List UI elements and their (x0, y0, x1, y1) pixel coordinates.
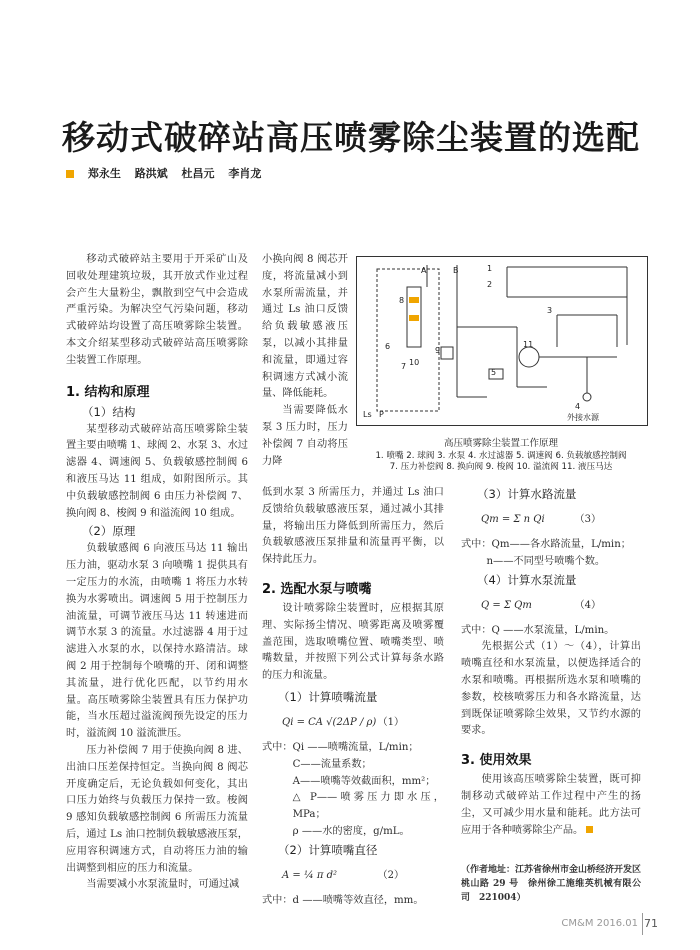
formula-1-number: （1） (377, 716, 404, 728)
formula-3-number: （3） (574, 514, 601, 525)
footer-divider (642, 913, 643, 935)
section-2-paragraph: 设计喷雾除尘装置时，应根据其原理、实际扬尘情况、喷雾距离及喷雾覆盖范围，选取喷嘴位置、喷嘴类型、喷嘴数量，并按照下列公式计算每条水路的压力和流量。 (262, 602, 444, 682)
figure-title: 高压喷雾除尘装置工作原理 (443, 438, 558, 449)
footer-magazine: CM&M 2016.01 (561, 918, 638, 929)
diagram-label: 6 (385, 342, 391, 351)
figure-legend-line-2: 7. 压力补偿阀 8. 换向阀 9. 梭阀 10. 溢流阀 11. 液压马达 (389, 462, 613, 472)
formula-1-var: 式中：Qi ——喷嘴流量，L/min； (262, 741, 419, 753)
section-1-heading: 1. 结构和原理 (66, 384, 150, 400)
formula-1-var: C——流量系数； (292, 758, 372, 770)
formula-4-equation: Q = Σ Qm (481, 599, 532, 611)
diagram-label: P (379, 410, 384, 419)
diagram-label: 8 (399, 296, 405, 305)
principle-paragraph-1: 负载敏感阀 6 向液压马达 11 输出压力油，驱动水泵 3 向喷嘴 1 提供具有一定压力的水流，由喷嘴 1 将压力水转换为水雾喷出。调速阀 5 用于控制压力油流量，可调节液压马达 11 转速进而调节水泵 3 的流量。水过滤器 4 用于过滤进入水泵的水，以保持水路清洁。球阀 2 用于控制每个喷嘴的开、闭和调整其流量，进行优化匹配，以节约用水量。高压喷雾除尘装置具有压力保护功能，当水压超过溢流阀预先设定的压力时，溢流阀 10 溢流泄压。 (66, 543, 248, 740)
formula-1-var: A——喷嘴等效截面积，mm²； (292, 775, 436, 787)
subsection-structure: （1）结构 (82, 404, 136, 419)
pressure-paragraph: 当需要降低水泵 3 压力时，压力补偿阀 7 自动将压力降 (262, 405, 348, 467)
diagram-label: B (453, 266, 459, 275)
formula-3 (461, 506, 641, 534)
diagram-label: 1 (487, 264, 493, 273)
formula-3-var: 式中：Qm——各水路流量，L/min； (461, 539, 631, 550)
hydraulic-schematic (357, 257, 647, 425)
formula-1-var: ρ ——水的密度，g/mL。 (292, 825, 410, 837)
figure-caption (350, 438, 652, 473)
diagram-label: Ls (363, 410, 372, 419)
end-mark (586, 826, 593, 833)
diagram-label: 7 (401, 362, 407, 371)
intro-paragraph: 移动式破碎站主要用于开采矿山及回收处理建筑垃圾，其开放式作业过程会产生大量粉尘，飘散到空气中会造成严重污染。为解决空气污染问题，移动式破碎站均设置了高压喷雾除尘装置。本文介绍某型移动式破碎站高压喷雾除尘装置工作原理。 (66, 254, 248, 366)
selection-paragraph: 先根据公式（1）～（4），计算出喷嘴直径和水泵流量，以便选择适合的水泵和喷嘴。再根据所选水泵和喷嘴的参数，校核喷雾压力和各水路流量，达到既保证喷雾除尘效果，又节约水源的要求。 (461, 641, 641, 737)
formula-3-title: （3）计算水路流量 (477, 487, 577, 501)
formula-4-number: （4） (574, 599, 601, 611)
author-name: 路洪斌 (134, 167, 168, 180)
diagram-label: 2 (487, 280, 493, 289)
diagram-label: A (421, 266, 427, 275)
formula-2-title: （2）计算喷嘴直径 (278, 842, 378, 857)
hydraulic-diagram (356, 256, 648, 426)
formula-2 (262, 862, 444, 890)
formula-1 (262, 709, 444, 737)
author-address: （作者地址：江苏省徐州市金山桥经济开发区桃山路 29 号 徐州徐工施维英机械有限公司 221004） (461, 865, 642, 904)
author-marker (66, 170, 74, 178)
column-2-wrap (262, 252, 348, 470)
diagram-label: 9 (435, 346, 441, 355)
section-2-heading: 2. 选配水泵与喷嘴 (262, 581, 372, 597)
page-number: 71 (644, 917, 658, 930)
structure-paragraph: 某型移动式破碎站高压喷雾除尘装置主要由喷嘴 1、球阀 2、水泵 3、水过滤器 4、调速阀 5、负载敏感控制阀 6 和液压马达 11 组成，如附图所示。其中负载敏感控制阀 6 由压力补偿阀 7、换向阀 8、梭阀 9 和溢流阀 10 组成。 (66, 423, 248, 519)
formula-1-var: △ P——喷雾压力即水压，MPa； (292, 792, 444, 821)
formula-4 (461, 592, 641, 620)
diagram-label: 3 (547, 306, 553, 315)
author-name: 李肖龙 (228, 167, 262, 180)
formula-4-title: （4）计算水泵流量 (477, 572, 577, 587)
principle-paragraph-3: 当需要减小水泵流量时，可通过减 (86, 879, 240, 891)
column-2 (262, 485, 444, 910)
diagram-label: 10 (409, 358, 420, 367)
diagram-label: 11 (523, 340, 534, 349)
author-name: 杜昌元 (181, 167, 215, 180)
formula-4-var: 式中：Q ——水泵流量，L/min。 (461, 624, 615, 636)
formula-1-title: （1）计算喷嘴流量 (278, 689, 378, 704)
article-title: 移动式破碎站高压喷雾除尘装置的选配 (62, 118, 640, 157)
subsection-principle: （2）原理 (82, 524, 136, 539)
section-3-paragraph (461, 772, 641, 839)
figure-legend-line-1: 1. 喷嘴 2. 球阀 3. 水泵 4. 水过滤器 5. 调速阀 6. 负载敏感控制阀 (375, 451, 627, 461)
author-line (66, 165, 271, 181)
author-name: 郑永生 (87, 167, 121, 180)
diagram-label: 4 (575, 402, 581, 411)
diagram-label: 5 (491, 368, 497, 377)
formula-2-number: （2） (377, 869, 404, 881)
column-3 (461, 485, 641, 905)
column-1 (66, 252, 248, 894)
formula-3-equation: Qm = Σ n Qi (481, 514, 545, 525)
formula-2-var: 式中：d ——喷嘴等效直径，mm。 (262, 894, 424, 906)
principle-continued: 小换向阀 8 阀芯开度，将流量减小到水泵所需流量，并通过 Ls 油口反馈给负载敏感液压泵，以减小其排量和流量，即通过容积调速方式减小流量、降低能耗。 (262, 254, 348, 400)
section-3-heading: 3. 使用效果 (461, 753, 532, 769)
water-source-label: 外接水源 (567, 413, 599, 422)
principle-paragraph-2: 压力补偿阀 7 用于使换向阀 8 进、出油口压差保持恒定。当换向阀 8 阀芯开度确定后，无论负载如何变化，其出口压力始终与负载压力保持一致。梭阀 9 感知负载敏感控制阀 6 所需压力流量后，通过 Ls 油口控制负载敏感液压泵，应用容积调速方式，自动将压力油的输出调整到相应的压力和流量。 (66, 744, 248, 874)
pressure-continued: 低到水泵 3 所需压力，并通过 Ls 油口反馈给负载敏感液压泵，通过减小其排量，将输出压力降低到所需压力，然后负载敏感液压泵排量和流量再平衡，以保持此压力。 (262, 487, 444, 566)
formula-2-equation: A = ¼ π d² (282, 869, 337, 881)
section-3-text: 使用该高压喷雾除尘装置，既可抑制移动式破碎站工作过程中产生的扬尘，又可减少用水量和能耗。此方法可应用于各种喷雾除尘产品。 (461, 774, 641, 836)
formula-3-var: n——不同型号喷嘴个数。 (486, 555, 606, 567)
formula-1-equation: Qi = CA √(2ΔP / ρ) (282, 716, 377, 728)
